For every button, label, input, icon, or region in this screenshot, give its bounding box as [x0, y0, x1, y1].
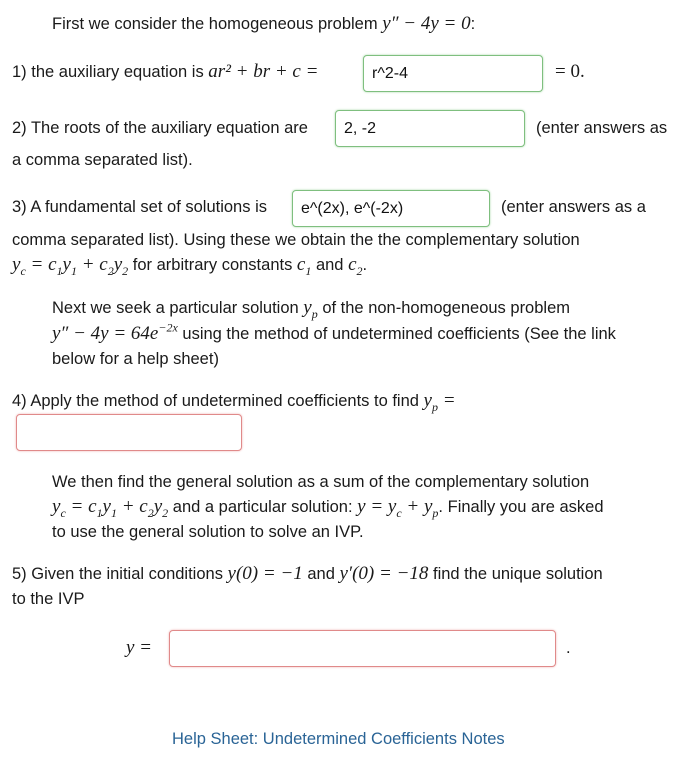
q5-tail: find the unique solution — [432, 565, 603, 583]
q3-c2: $c_2$ — [348, 254, 363, 278]
q3-yc-equation: $y_c = c_1y_1 + c_2y_2$ — [12, 254, 129, 278]
q3-hint-line2: comma separated list). Using these we obtain the the complementary solution — [12, 231, 580, 249]
q2-text: 2) The roots of the auxiliary equation are — [12, 119, 308, 137]
intro-line — [52, 13, 475, 35]
general-line2: $y_c = c_1y_1 + c_2y_2$ and a particular solution: $y = y_c + y_p$. Finally you are asked — [52, 496, 604, 520]
q5-line — [12, 563, 603, 585]
help-sheet-link[interactable]: Help Sheet: Undetermined Coefficients Notes — [172, 730, 505, 748]
roots-input[interactable]: 2, -2 — [335, 110, 525, 147]
q2-hint-start: (enter answers as — [536, 119, 668, 137]
q1-text: 1) the auxiliary equation is — [12, 63, 204, 81]
intro-text: First we consider the homogeneous problem — [52, 15, 378, 33]
q2-hint-end: a comma separated list). — [12, 151, 193, 169]
q5-and: and — [307, 565, 335, 583]
particular-text: Next we seek a particular solution — [52, 299, 299, 317]
particular-line2-tail: using the method of undetermined coefficients (See the link — [182, 325, 616, 343]
q4-line — [12, 390, 456, 412]
ivp-solution-input[interactable] — [169, 630, 556, 667]
general-line1: We then find the general solution as a sum of the complementary solution — [52, 473, 590, 491]
fundamental-set-input[interactable]: e^(2x), e^(-2x) — [292, 190, 490, 227]
general-line3: to use the general solution to solve an IVP. — [52, 523, 364, 541]
q4-yp-label: $y_p$ = — [423, 390, 456, 414]
particular-line1 — [52, 297, 570, 319]
q1-line — [12, 61, 318, 83]
q3-hint-start: (enter answers as a — [501, 198, 646, 216]
general-y-equation: $y = y_c + y_p$ — [357, 496, 439, 520]
q5-y-label: y = — [126, 637, 153, 658]
intro-equation: y″ − 4y = 0 — [382, 13, 471, 34]
q5-line2: to the IVP — [12, 590, 85, 608]
q3-yc-tail: for arbitrary constants — [132, 256, 293, 274]
q5-cond2: y′(0) = −18 — [339, 563, 429, 584]
particular-line3: below for a help sheet) — [52, 350, 219, 368]
q1-lhs: ar² + br + c = — [208, 61, 319, 82]
q3-yc-line: $y_c = c_1y_1 + c_2y_2$ for arbitrary constants $c_1$ and $c_2$. — [12, 254, 368, 278]
intro-colon: : — [470, 15, 476, 33]
q3-text: 3) A fundamental set of solutions is — [12, 198, 267, 216]
q3-and: and — [315, 256, 344, 274]
q5-period: . — [566, 639, 571, 657]
particular-solution-input[interactable] — [16, 414, 242, 451]
particular-yp: $y_p$ — [303, 297, 318, 321]
general-yc-equation: $y_c = c_1y_1 + c_2y_2$ — [52, 496, 169, 520]
q5-cond1: y(0) = −1 — [227, 563, 303, 584]
q5-text: 5) Given the initial conditions — [12, 565, 223, 583]
particular-equation: $y'' - 4y = 64e^{-2x}$ — [52, 320, 178, 344]
particular-line2 — [52, 320, 616, 345]
q3-c1: $c_1$ — [296, 254, 312, 278]
q1-suffix: = 0. — [555, 61, 585, 82]
q4-text: 4) Apply the method of undetermined coefficients to find — [12, 392, 419, 410]
particular-line1-tail: of the non-homogeneous problem — [322, 299, 570, 317]
auxiliary-equation-input[interactable]: r^2-4 — [363, 55, 543, 92]
general-tail: Finally you are asked — [447, 498, 604, 516]
general-mid: and a particular solution: — [172, 498, 353, 516]
